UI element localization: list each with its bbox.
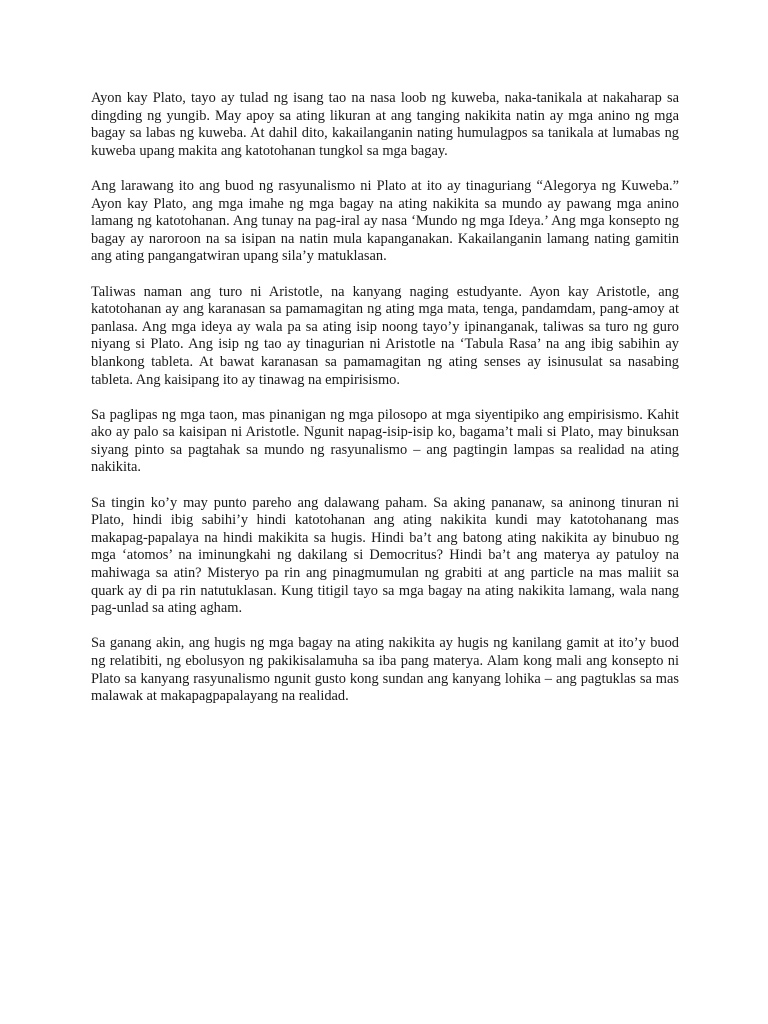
paragraph-plato-cave: Ayon kay Plato, tayo ay tulad ng isang tao na nasa loob ng kuweba, naka-tanikala at nakaharap sa dingding ng yungib. May apoy sa ating likuran at ang tanging nakikita natin ay mga anino ng mga bagay sa labas ng kuweba. At dahil dito, kakailanganin nating humulagpos sa tanikala at lumabas ng kuweba upang makita ang katotohanan tungkol sa mga bagay. — [91, 90, 679, 159]
document-body — [91, 90, 679, 706]
paragraph-aristotle-empiricism: Taliwas naman ang turo ni Aristotle, na kanyang naging estudyante. Ayon kay Aristotle, ang katotohanan ay ang karanasan sa pamamagitan ng ating mga mata, tenga, pandamdam, pang-amoy at panlasa. Ang mga ideya ay wala pa sa ating isip noong tayo’y ipinanganak, taliwas sa turo ng guro niyang si Plato. Ang isip ng tao ay tinagurian ni Aristotle na ‘Tabula Rasa’ na ang ibig sabihin ay blankong tableta. At bawat karanasan sa pamamagitan ng ating senses ay isinusulat sa nasabing tableta. Ang kaisipang ito ay tinawag na empirisismo. — [91, 283, 679, 388]
paragraph-allegory-of-the-cave: Ang larawang ito ang buod ng rasyunalismo ni Plato at ito ay tinaguriang “Alegorya ng Kuweba.” Ayon kay Plato, ang mga imahe ng mga bagay na ating nakikita sa mundo ay pawang mga anino lamang ng katotohanan. Ang tunay na pag-iral ay nasa ‘Mundo ng mga Ideya.’ Ang mga konsepto ng bagay ay naroroon na sa isipan na natin mula kapanganakan. Kakailanganin lamang nating gamitin ang ating pangangatwiran upang sila’y matuklasan. — [91, 177, 679, 265]
paragraph-conclusion: Sa ganang akin, ang hugis ng mga bagay na ating nakikita ay hugis ng kanilang gamit at ito’y buod ng relatibiti, ng ebolusyon ng pakikisalamuha sa iba pang materya. Alam kong mali ang konsepto ni Plato sa kanyang rasyunalismo ngunit gusto kong sundan ang kanyang lohika – ang pagtuklas sa mas malawak at makapagpapalayang na realidad. — [91, 635, 679, 705]
paragraph-passing-years: Sa paglipas ng mga taon, mas pinanigan ng mga pilosopo at mga siyentipiko ang empirisismo. Kahit ako ay palo sa kaisipan ni Aristotle. Ngunit napag-isip-isip ko, bagama’t mali si Plato, may binuksan siyang pinto sa pagtahak sa mundo ng rasyunalismo – ang pagtingin lampas sa realidad na ating nakikita. — [91, 406, 679, 476]
paragraph-both-thinkers: Sa tingin ko’y may punto pareho ang dalawang paham. Sa aking pananaw, sa aninong tinuran ni Plato, hindi ibig sabihi’y hindi katotohanan ang ating nakikita kundi may katotohanang mas makapag-papalaya na hindi makikita sa hugis. Hindi ba’t ang batong ating nakikita ay binubuo ng mga ‘atomos’ na iminungkahi ng dakilang si Democritus? Hindi ba’t ang materya ay patuloy na mahiwaga sa atin? Misteryo pa rin ang pinagmumulan ng grabiti at ang particle na mas maliit sa quark ay di pa rin natutuklasan. Kung titigil tayo sa mga bagay na ating nakikita lamang, wala nang pag-unlad sa ating agham. — [91, 494, 679, 617]
